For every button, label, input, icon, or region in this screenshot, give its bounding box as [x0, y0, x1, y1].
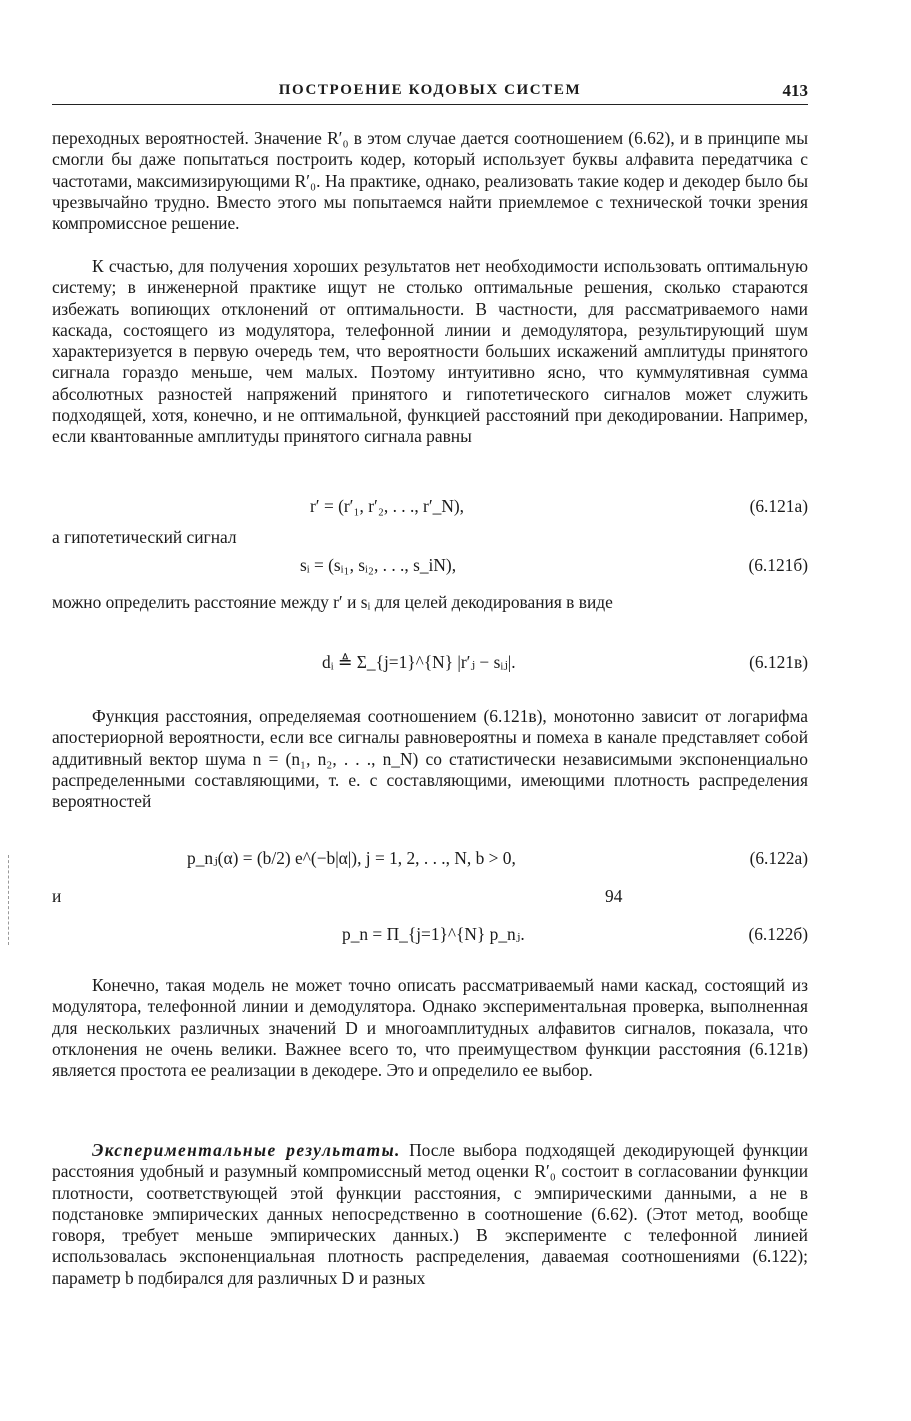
and-label: и [52, 886, 62, 906]
equation-6-121v [52, 652, 808, 682]
equation-number: (6.122б) [748, 924, 808, 944]
paragraph-1: переходных вероятностей. Значение R′₀ в этом случае дается соотношением (6.62), и в принципе мы смогли бы даже попытаться построить кодер, который использует буквы алфавита передатчика с частотами, максимизирующими R′₀. На практике, однако, реализовать такие кодер и декодер было бы чрезвычайно трудно. Вместо этого мы попытаемся найти приемлемое с технической точки зрения компромиссное решение. [52, 128, 808, 234]
paragraph-4: можно определить расстояние между r′ и sᵢ для целей декодирования в виде [52, 592, 613, 612]
equation-number: (6.121а) [749, 496, 808, 516]
page-number: 413 [782, 81, 808, 100]
equation-6-121b [52, 555, 808, 585]
paragraph-5: Функция расстояния, определяемая соотношением (6.121в), монотонно зависит от логарифма апостериорной вероятности, если все сигналы равновероятны и помеха в канале представляет собой аддитивный вектор шума n = (n₁, n₂, . . ., n_N) со статистически независимыми экспоненциально распределенными составляющими, т. е. с составляющими, имеющими плотность распределения вероятностей [52, 706, 808, 812]
equation-6-122b [52, 924, 808, 954]
equation-body: p_nⱼ(α) = (b/2) e^(−b|α|), j = 1, 2, . . ., N, b > 0, [187, 848, 516, 868]
paragraph-3-label: а гипотетический сигнал [52, 527, 237, 547]
paragraph-2: К счастью, для получения хороших результатов нет необходимости использовать оптимальную систему; в инженерной практике ищут не столько оптимальные решения, сколько стараются избежать вопиющих отклонений от оптимальности. В частности, для рассматриваемого нами каскада, состоящего из модулятора, телефонной линии и демодулятора, результирующий шум характеризуется в первую очередь тем, что вероятности больших искажений амплитуды принятого сигнала гораздо меньше, чем малых. Поэтому интуитивно ясно, что куммулятивная сумма абсолютных разностей напряжений принятого и гипотетического сигналов может служить подходящей, хотя, конечно, и не оптимальной, функцией расстояний при декодировании. Например, если квантованные амплитуды принятого сигнала равны [52, 256, 808, 447]
equation-body: r′ = (r′₁, r′₂, . . ., r′_N), [310, 496, 465, 516]
equation-body: p_n = Π_{j=1}^{N} p_nⱼ. [342, 924, 525, 944]
equation-number: (6.121в) [749, 652, 808, 672]
paragraph-7 [52, 1140, 808, 1289]
equation-number: (6.122а) [749, 848, 808, 868]
stray-number: 94 [605, 886, 623, 906]
header-title: ПОСТРОЕНИЕ КОДОВЫХ СИСТЕМ [278, 82, 582, 98]
running-header [52, 80, 808, 105]
paragraph-7-lead: Экспериментальные результаты. [92, 1140, 401, 1160]
equation-6-122a [52, 848, 808, 878]
equation-number: (6.121б) [748, 555, 808, 575]
equation-6-121a [52, 496, 808, 526]
paragraph-6: Конечно, такая модель не может точно описать рассматриваемый нами каскад, состоящий из модулятора, телефонной линии и демодулятора. Однако экспериментальная проверка, выполненная для нескольких различных значений D и многоамплитудных алфавитов сигналов, показала, что отклонения не очень велики. Важнее всего то, что преимуществом функции расстояния (6.121в) является простота ее реализации в декодере. Это и определило ее выбор. [52, 975, 808, 1081]
paragraph-7-body: После выбора подходящей декодирующей функции расстояния удобный и разумный компромиссный метод оценки R′₀ состоит в согласовании функции плотности, соответствующей этой функции расстояния, с эмпирическими данными, а не в подстановке эмпирических данных непосредственно в соотношение (6.62). (Этот метод, вообще говоря, требует меньше эмпирических данных.) В эксперименте с телефонной линией использовалась экспоненциальная плотность распределения, даваемая соотношениями (6.122); параметр b подбирался для различных D и разных [52, 1140, 808, 1288]
scan-margin-mark [8, 855, 10, 945]
equation-body: sᵢ = (sᵢ₁, sᵢ₂, . . ., s_iN), [300, 555, 457, 575]
equation-body: dᵢ ≜ Σ_{j=1}^{N} |r′ⱼ − sᵢⱼ|. [322, 652, 516, 672]
